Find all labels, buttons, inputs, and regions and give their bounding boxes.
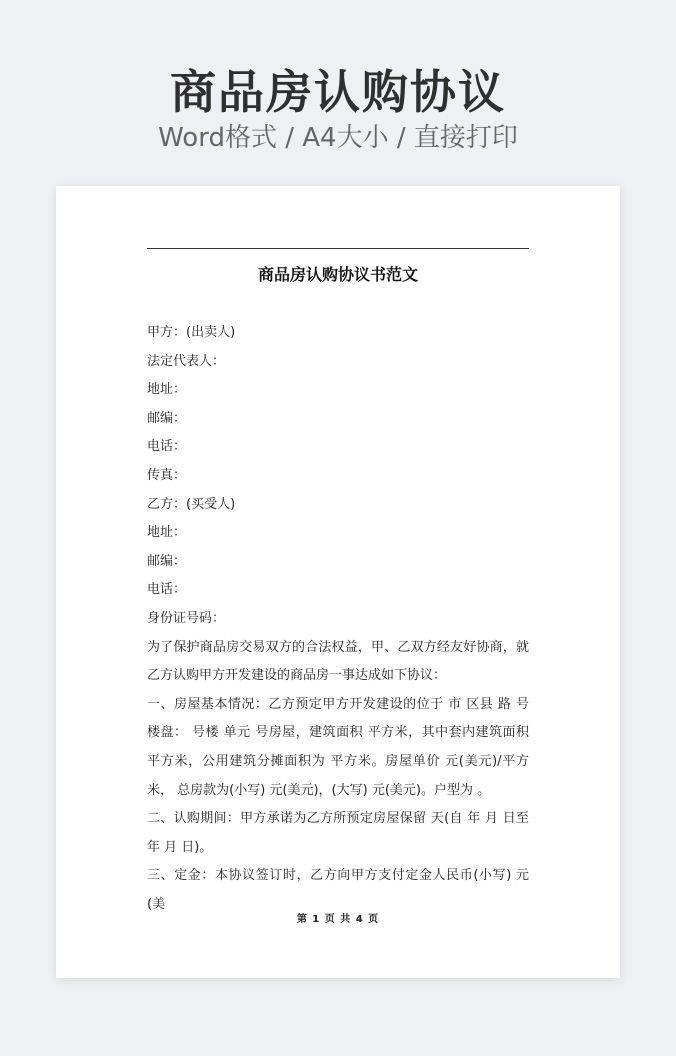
party-b-postcode-line: 邮编： (147, 553, 187, 569)
legal-rep-line: 法定代表人： (147, 353, 226, 369)
banner-title: 商品房认购协议 (170, 65, 506, 119)
party-a-line: 甲方：(出卖人) (147, 325, 236, 340)
header-rule (147, 248, 529, 249)
banner-subtitle: Word格式 / A4大小 / 直接打印 (158, 123, 518, 153)
clause-1-paragraph: 一、房屋基本情况：乙方预定甲方开发建设的位于 市 区县 路 号 楼盘： 号楼 单元 号房屋，建筑面积 平方米，其中套内建筑面积 平方米，公用建筑分摊面积为 平方米。房屋单价 元(美元)/平方米， 总房款为(小写) 元(美元)，(大写) 元(美元)。户型为 。 (147, 696, 529, 798)
clause-3-paragraph: 三、定金：本协议签订时，乙方向甲方支付定金人民币(小写) 元(美 (147, 868, 529, 912)
party-b-line: 乙方：(买受人) (147, 496, 236, 512)
party-b-id-line: 身份证号码： (147, 610, 226, 626)
party-a-fax-line: 传真： (147, 467, 187, 483)
document-page (56, 186, 620, 978)
party-b-phone-line: 电话： (147, 582, 187, 598)
document-body (147, 319, 529, 919)
page-number: 第 1 页 共 4 页 (296, 914, 380, 925)
intro-paragraph: 为了保护商品房交易双方的合法权益，甲、乙双方经友好协商，就乙方认购甲方开发建设的商品房一事达成如下协议： (147, 639, 529, 684)
document-title: 商品房认购协议书范文 (257, 265, 418, 284)
clause-2-paragraph: 二、认购期间：甲方承诺为乙方所预定房屋保留 天(自 年 月 日至 年 月 日)。 (147, 811, 529, 855)
party-a-phone-line: 电话： (147, 439, 187, 455)
party-a-postcode-line: 邮编： (147, 410, 187, 426)
party-a-address-line: 地址： (147, 382, 187, 398)
party-b-address-line: 地址： (147, 525, 187, 541)
